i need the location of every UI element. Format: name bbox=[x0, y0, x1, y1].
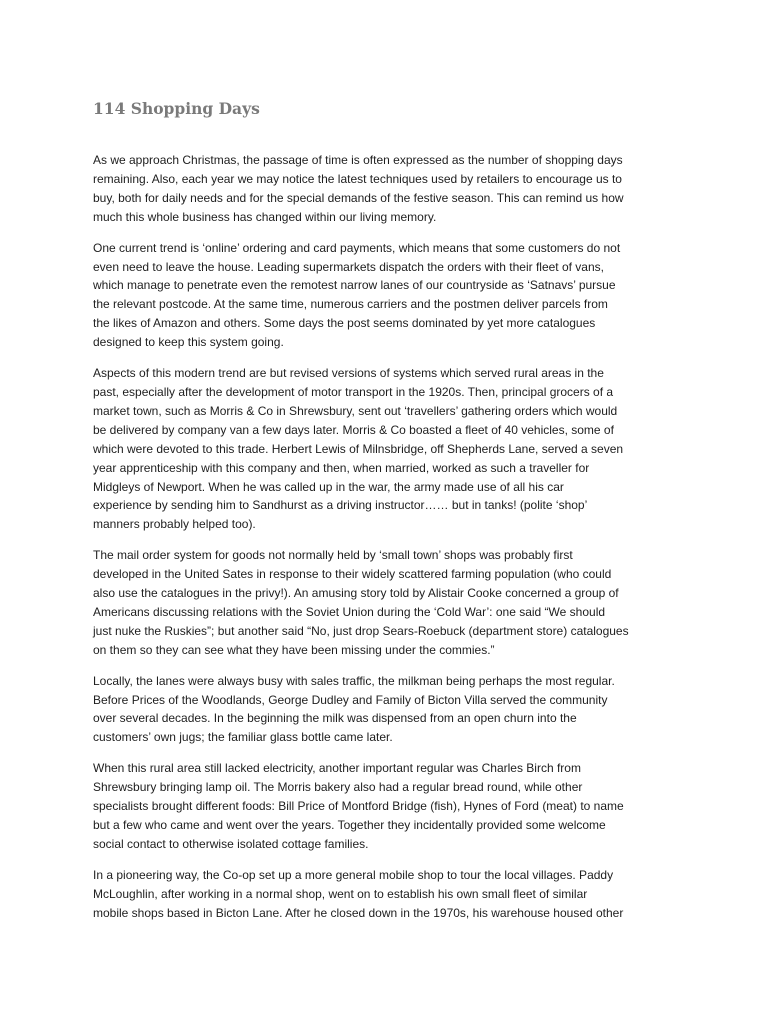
text-line: market town, such as Morris & Co in Shrewsbury, sent out ‘travellers’ gathering orders which would bbox=[93, 403, 618, 418]
text-line: mobile shops based in Bicton Lane. After he closed down in the 1970s, his warehouse housed other bbox=[93, 905, 624, 920]
text-line: over several decades. In the beginning the milk was dispensed from an open churn into the bbox=[93, 711, 577, 726]
text-line: buy, both for daily needs and for the special demands of the festive season. This can remind us how bbox=[93, 190, 624, 205]
text-line: but a few who came and went over the years. Together they incidentally provided some welcome bbox=[93, 818, 606, 832]
text-line: Before Prices of the Woodlands, George Dudley and Family of Bicton Villa served the community bbox=[93, 692, 608, 707]
paragraph bbox=[93, 239, 677, 352]
paragraph bbox=[93, 866, 677, 923]
text-line: which manage to penetrate even the remotest narrow lanes of our countryside as ‘Satnavs’ pursue bbox=[93, 278, 616, 293]
text-line: remaining. Also, each year we may notice the latest techniques used by retailers to encourage us to bbox=[93, 171, 622, 186]
text-line: much this whole business has changed within our living memory. bbox=[93, 209, 437, 224]
text-line: Midgleys of Newport. When he was called up in the war, the army made use of all his car bbox=[93, 479, 564, 494]
text-line: experience by sending him to Sandhurst as a driving instructor…… but in tanks! (polite ‘shop’ bbox=[93, 498, 588, 513]
text-line: even need to leave the house. Leading supermarkets dispatch the orders with their fleet of vans, bbox=[93, 259, 604, 274]
text-line: also use the catalogues in the privy!). An amusing story told by Alistair Cooke concerned a group of bbox=[93, 586, 619, 601]
text-line: be delivered by company van a few days later. Morris & Co boasted a fleet of 40 vehicles, some of bbox=[93, 422, 614, 437]
text-line: specialists brought different foods: Bill Price of Montford Bridge (fish), Hynes of Ford (meat) to name bbox=[93, 799, 624, 814]
text-line: year apprenticeship with this company and then, when married, worked as such a traveller for bbox=[93, 460, 590, 475]
text-line: McLoughlin, after working in a normal shop, went on to establish his own small fleet of similar bbox=[93, 886, 588, 901]
paragraph bbox=[93, 759, 677, 854]
text-line: the relevant postcode. At the same time, numerous carriers and the postmen deliver parcels from bbox=[93, 297, 608, 312]
text-line: social contact to otherwise isolated cottage families. bbox=[93, 836, 369, 851]
paragraph bbox=[93, 364, 677, 534]
text-line: As we approach Christmas, the passage of time is often expressed as the number of shopping days bbox=[93, 153, 623, 167]
text-line: customers’ own jugs; the familiar glass bottle came later. bbox=[93, 730, 393, 745]
text-line: Americans discussing relations with the Soviet Union during the ‘Cold War’: one said “We should bbox=[93, 604, 606, 619]
paragraph bbox=[93, 151, 677, 227]
text-line: When this rural area still lacked electricity, another important regular was Charles Birch from bbox=[93, 761, 581, 776]
text-line: Locally, the lanes were always busy with sales traffic, the milkman being perhaps the most regular. bbox=[93, 673, 615, 688]
document-title: 114 Shopping Days bbox=[93, 99, 260, 118]
text-line: Shrewsbury bringing lamp oil. The Morris bakery also had a regular bread round, while other bbox=[93, 780, 583, 795]
text-line: the likes of Amazon and others. Some days the post seems dominated by yet more catalogues bbox=[93, 316, 596, 331]
text-line: manners probably helped too). bbox=[93, 517, 256, 532]
paragraph bbox=[93, 672, 677, 748]
document-body bbox=[93, 151, 677, 935]
text-line: One current trend is ‘online’ ordering and card payments, which means that some customers do not bbox=[93, 240, 621, 255]
paragraph bbox=[93, 546, 677, 659]
text-line: The mail order system for goods not normally held by ‘small town’ shops was probably first bbox=[93, 548, 573, 563]
text-line: designed to keep this system going. bbox=[93, 335, 284, 350]
text-line: developed in the United Sates in response to their widely scattered farming population (who could bbox=[93, 567, 612, 582]
text-line: past, especially after the development of motor transport in the 1920s. Then, principal grocers of a bbox=[93, 384, 614, 399]
text-line: In a pioneering way, the Co-op set up a more general mobile shop to tour the local villages. Paddy bbox=[93, 867, 614, 882]
text-line: just nuke the Ruskies”; but another said “No, just drop Sears-Roebuck (department store) catalogues bbox=[93, 623, 629, 638]
text-line: Aspects of this modern trend are but revised versions of systems which served rural areas in the bbox=[93, 366, 604, 381]
text-line: which were devoted to this trade. Herbert Lewis of Milnsbridge, off Shepherds Lane, served a seven bbox=[93, 441, 624, 456]
text-line: on them so they can see what they have been missing under the commies.” bbox=[93, 642, 495, 657]
